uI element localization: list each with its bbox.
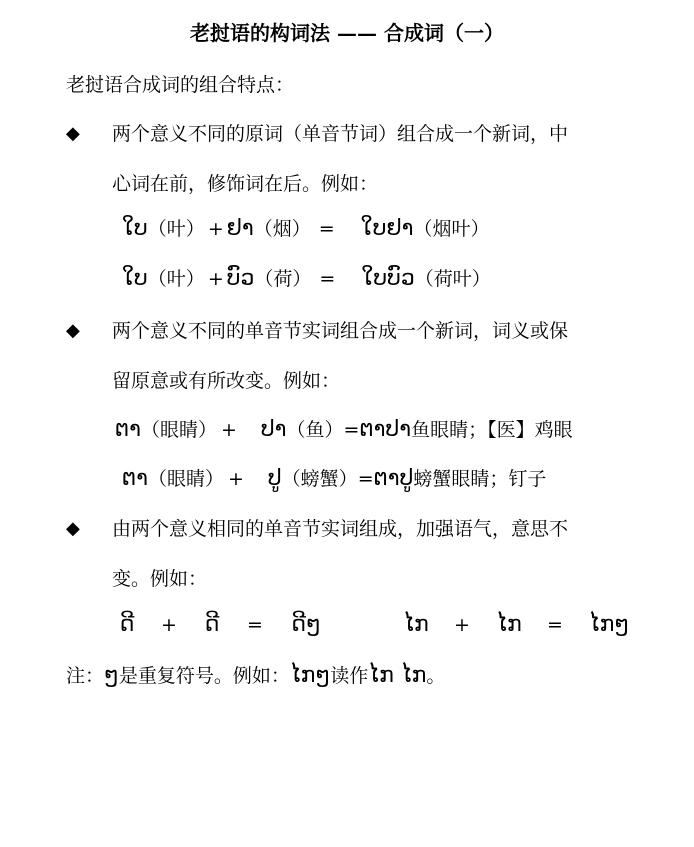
lao-word: ຕາປູ xyxy=(373,466,414,491)
bullet-icon: ◆ xyxy=(66,518,80,539)
gloss: （烟） xyxy=(253,218,311,240)
gloss: （叶） xyxy=(147,268,205,290)
gloss: （烟叶） xyxy=(413,218,490,240)
plus-sign: + xyxy=(454,614,470,636)
lao-word: ໃບ xyxy=(122,266,148,291)
note-text: 。 xyxy=(426,665,446,687)
lao-word: ດີ xyxy=(119,612,135,637)
gloss: （眼睛） xyxy=(140,419,217,441)
intro-text: 老挝语合成词的组合特点： xyxy=(66,74,295,96)
section-2-line-2: 留原意或有所改变。例如： xyxy=(112,370,341,392)
plus-sign: + xyxy=(207,268,224,290)
bullet-icon: ◆ xyxy=(66,123,80,144)
lao-word: ໄກ ໄກ xyxy=(368,663,427,688)
section-2-line-1: 两个意义不同的单音节实词组合成一个新词，词义或保 xyxy=(112,320,569,342)
lao-word: ໄກ xyxy=(496,612,522,637)
gloss: （鱼） xyxy=(286,419,344,441)
plus-sign: + xyxy=(207,218,224,240)
lao-word: ໃບຢາ xyxy=(360,216,414,241)
lao-word: ໄກ xyxy=(403,612,429,637)
note xyxy=(66,664,445,688)
equals-sign: = xyxy=(547,614,563,636)
gloss: （叶） xyxy=(147,218,205,240)
section-1-line-1: 两个意义不同的原词（单音节词）组合成一个新词，中 xyxy=(112,123,569,145)
plus-sign: + xyxy=(228,468,244,490)
lao-word: ຕາ xyxy=(122,466,148,491)
lao-word: ປາ xyxy=(260,417,287,442)
lao-word: ບົວ xyxy=(226,266,255,291)
note-prefix: 注： xyxy=(66,665,105,687)
note-text: 读作 xyxy=(330,665,369,687)
gloss: （螃蟹） xyxy=(281,468,358,490)
lao-word: ຕາປາ xyxy=(359,417,412,442)
section-3-line-1: 由两个意义相同的单音节实词组成，加强语气，意思不 xyxy=(112,518,569,540)
plus-sign: + xyxy=(161,614,177,636)
equals-sign: = xyxy=(357,468,374,490)
section-1-line-2: 心词在前，修饰词在后。例如： xyxy=(112,173,379,195)
lao-word: ໃບ xyxy=(122,216,148,241)
bullet-icon: ◆ xyxy=(66,320,80,341)
repeat-example-row xyxy=(112,612,634,637)
lao-word: ໄກໆ xyxy=(588,612,630,637)
gloss: 螃蟹眼睛；钉子 xyxy=(413,468,547,490)
plus-sign: + xyxy=(221,419,237,441)
lao-word: ດີໆ xyxy=(291,612,321,637)
gloss: （荷） xyxy=(254,268,312,290)
gloss: 鱼眼睛；【医】鸡眼 xyxy=(411,419,573,441)
note-text: 是重复符号。例如： xyxy=(118,665,290,687)
gloss: （荷叶） xyxy=(414,268,491,290)
example-row xyxy=(122,464,546,491)
equals-sign: = xyxy=(343,419,360,441)
repeat-mark: ໆ xyxy=(104,663,119,688)
lao-word: ດີ xyxy=(204,612,220,637)
section-3-line-2: 变。例如： xyxy=(112,568,208,590)
example-row xyxy=(122,214,489,241)
lao-word: ປູ xyxy=(267,466,282,491)
example-row xyxy=(122,264,491,291)
lao-word: ໄກໆ xyxy=(289,663,331,688)
page-title: 老挝语的构词法 —— 合成词（一） xyxy=(190,21,504,45)
lao-word: ຢາ xyxy=(226,216,254,241)
lao-word: ໃບບົວ xyxy=(361,266,415,291)
gloss: （眼睛） xyxy=(147,468,224,490)
equals-sign: = xyxy=(319,268,336,290)
lao-word: ຕາ xyxy=(115,417,141,442)
example-row xyxy=(115,415,573,442)
equals-sign: = xyxy=(247,614,263,636)
equals-sign: = xyxy=(318,218,335,240)
